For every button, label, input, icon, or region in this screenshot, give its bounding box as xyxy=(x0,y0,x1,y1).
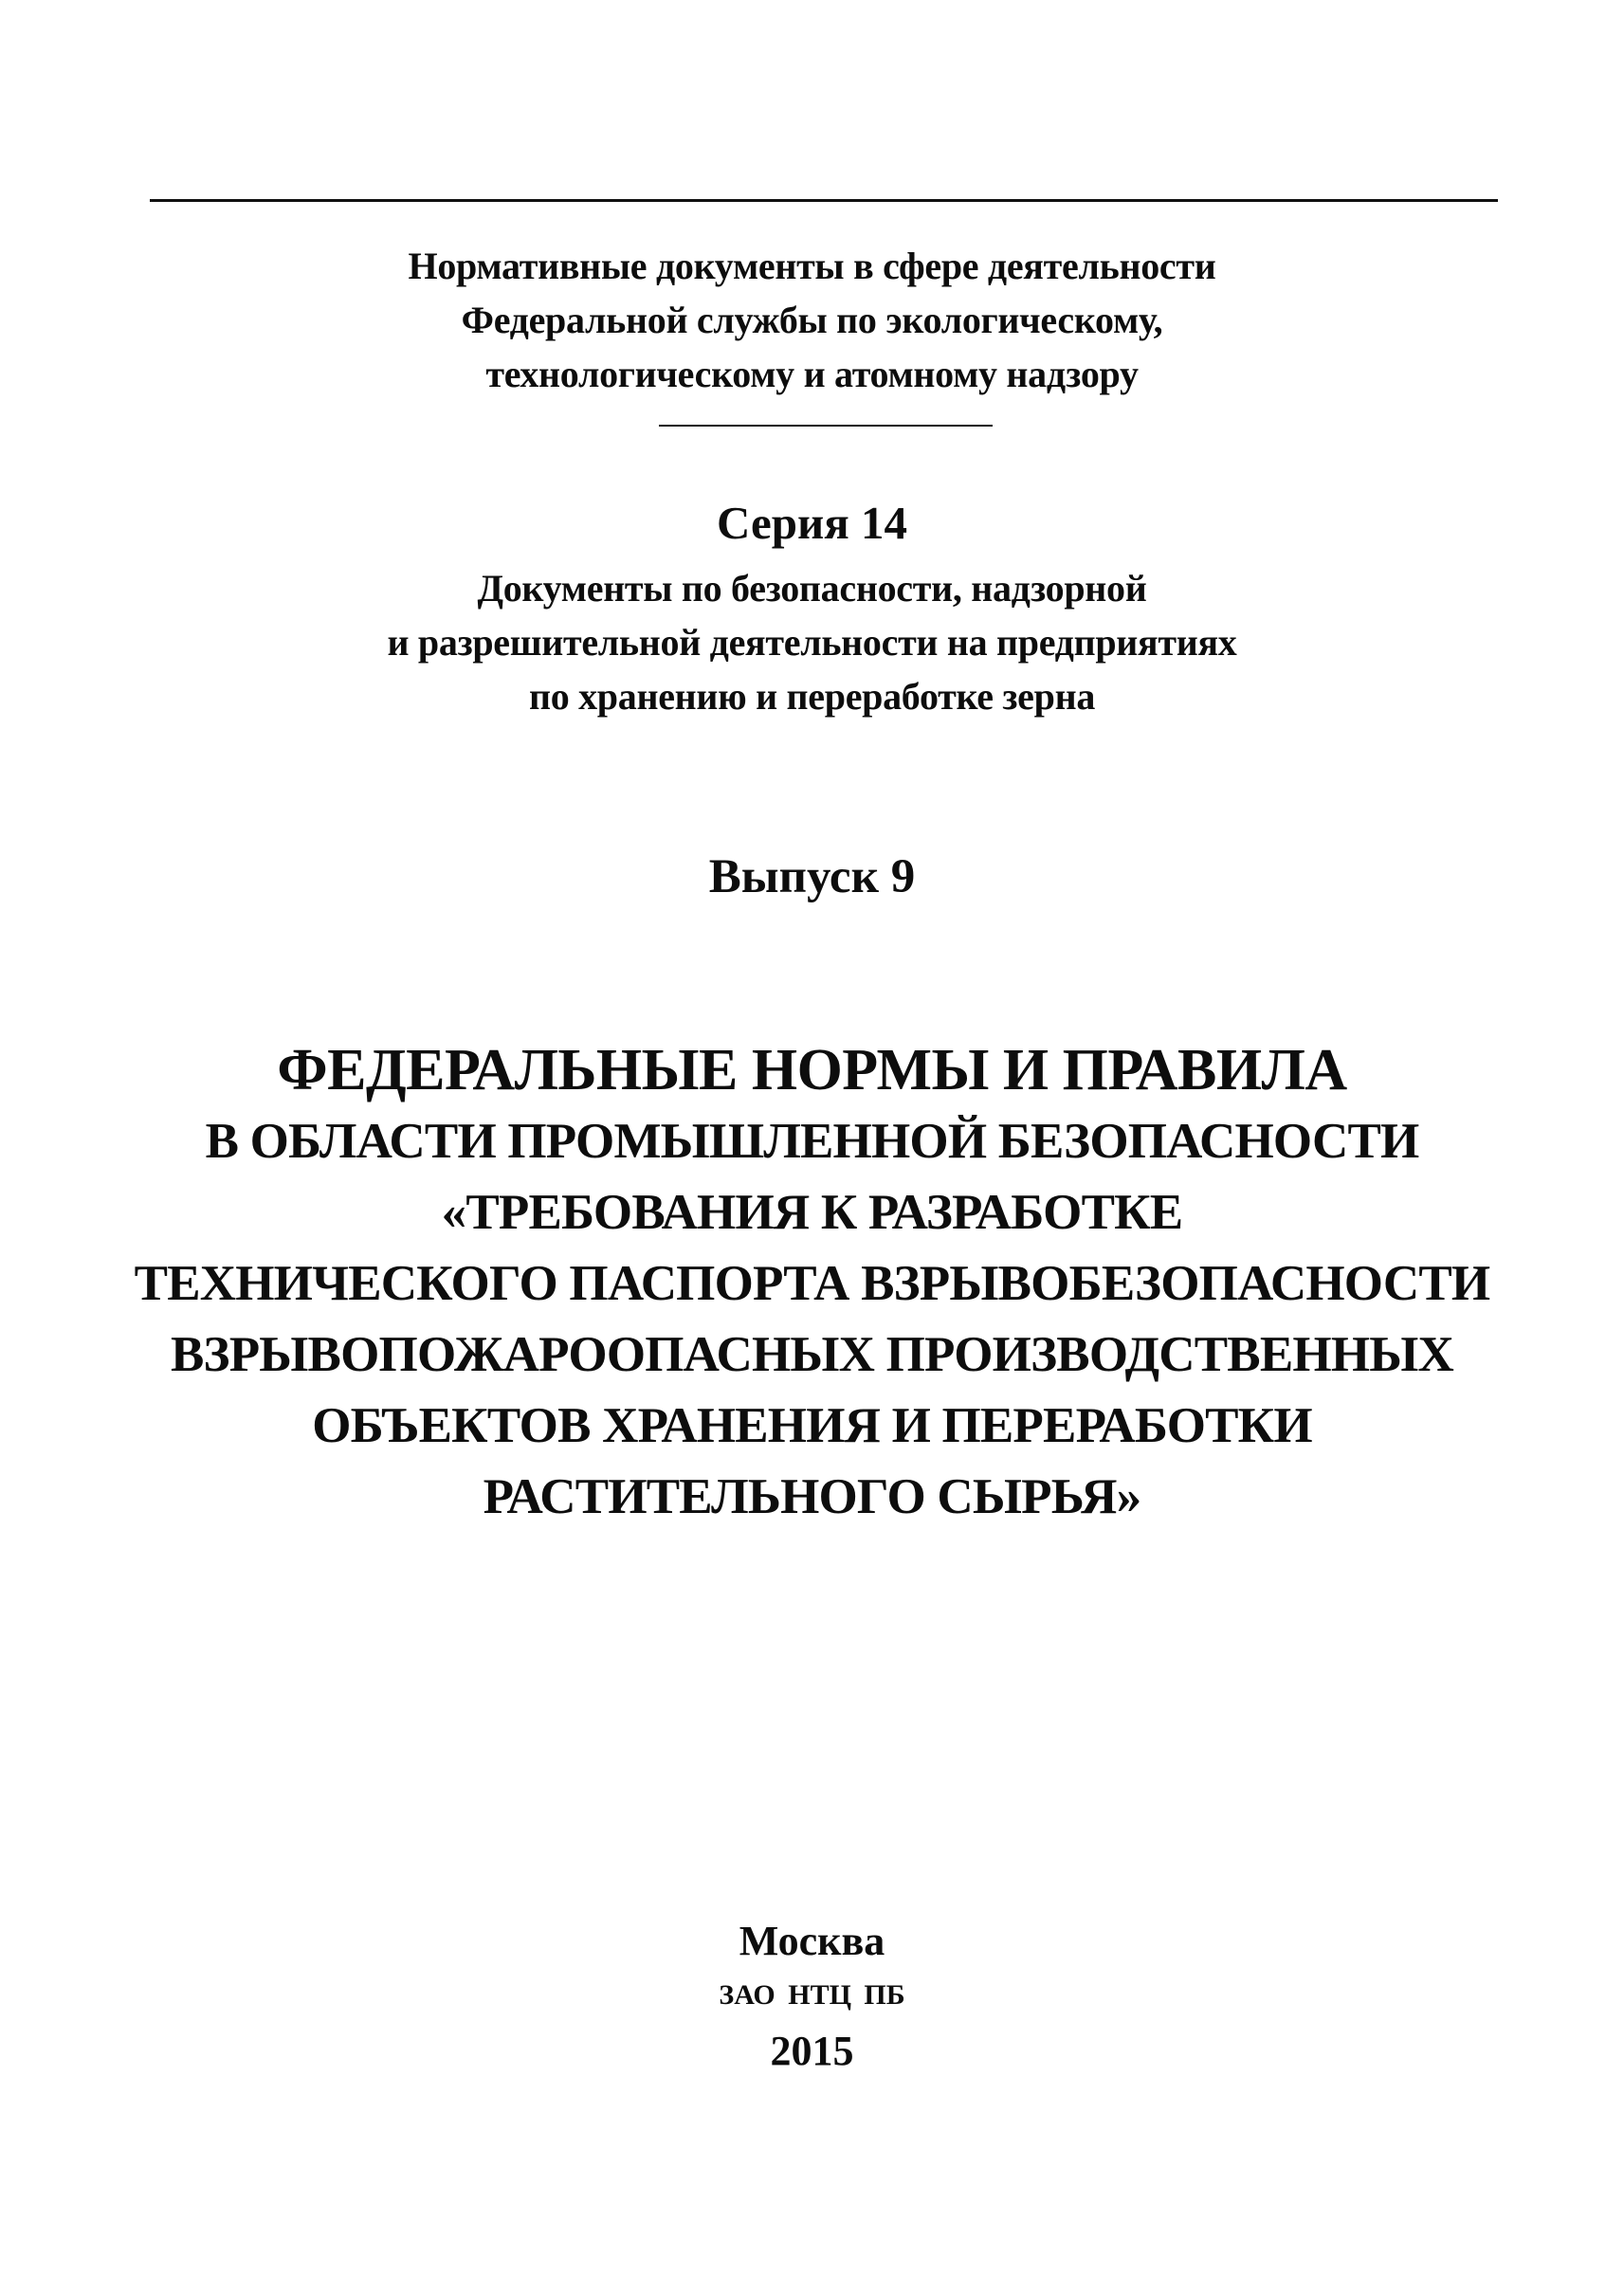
document-title-line: «ТРЕБОВАНИЯ К РАЗРАБОТКЕ xyxy=(441,1185,1183,1240)
document-title-line: ВЗРЫВОПОЖАРООПАСНЫХ ПРОИЗВОДСТВЕННЫХ xyxy=(171,1327,1453,1382)
top-rule xyxy=(150,199,1498,202)
imprint-city-text: Москва xyxy=(739,1918,885,1964)
series-line: и разрешительной деятельности на предприятиях xyxy=(387,621,1237,664)
series-line: по хранению и переработке зерна xyxy=(528,675,1096,718)
series-line: Документы по безопасности, надзорной xyxy=(477,567,1147,610)
header-line: технологическому и атомному надзору xyxy=(485,353,1139,395)
header-line: Федеральной службы по экологическому, xyxy=(461,299,1163,341)
document-title-line: ТЕХНИЧЕСКОГО ПАСПОРТА ВЗРЫВОБЕЗОПАСНОСТИ xyxy=(134,1256,1490,1311)
imprint-year xyxy=(0,2025,1624,2078)
document-title-line: ОБЪЕКТОВ ХРАНЕНИЯ И ПЕРЕРАБОТКИ xyxy=(312,1398,1312,1453)
document-title-main xyxy=(0,1034,1624,1106)
header-divider xyxy=(659,425,993,427)
imprint-publisher xyxy=(0,1976,1624,2015)
header-line: Нормативные документы в сфере деятельности xyxy=(408,245,1216,287)
document-title-line: РАСТИТЕЛЬНОГО СЫРЬЯ» xyxy=(483,1469,1141,1524)
document-title-main-text: ФЕДЕРАЛЬНЫЕ НОРМЫ И ПРАВИЛА xyxy=(277,1038,1347,1102)
imprint-city xyxy=(0,1915,1624,1968)
imprint-year-text: 2015 xyxy=(770,2028,854,2074)
series-title-text: Серия 14 xyxy=(717,497,907,549)
document-title-body xyxy=(0,1106,1624,1533)
issue-text: Выпуск 9 xyxy=(708,850,916,903)
series-title xyxy=(0,495,1624,552)
issue-number xyxy=(0,847,1624,906)
imprint-publisher-text: ЗАО НТЦ ПБ xyxy=(719,1979,905,2011)
header-block xyxy=(0,239,1624,401)
series-description xyxy=(0,561,1624,723)
document-title-line: В ОБЛАСТИ ПРОМЫШЛЕННОЙ БЕЗОПАСНОСТИ xyxy=(205,1114,1419,1169)
